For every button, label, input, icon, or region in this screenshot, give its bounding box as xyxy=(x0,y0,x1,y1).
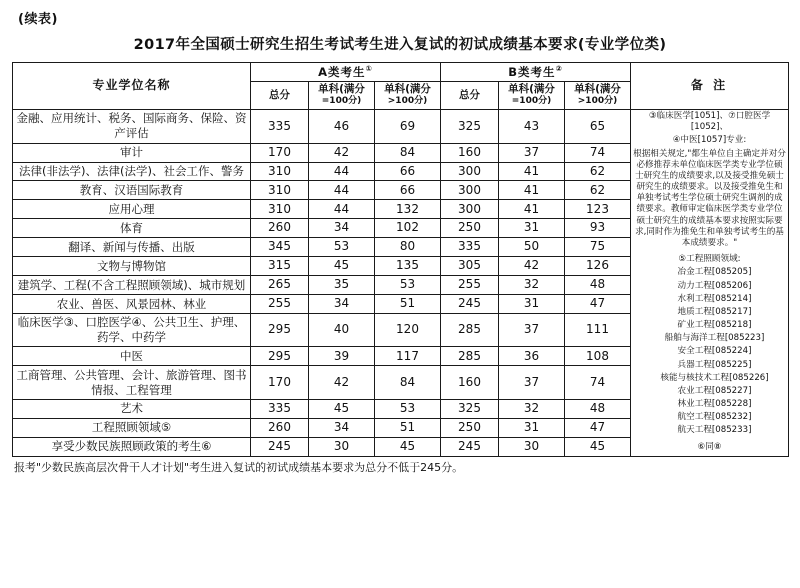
row-b-total: 305 xyxy=(441,257,499,276)
row-major-name: 应用心理 xyxy=(13,200,251,219)
header-a-single-gt100-small: >100分) xyxy=(387,96,428,107)
remark-field: 冶金工程[085205] xyxy=(677,267,752,278)
remark-field: 动力工程[085206] xyxy=(677,280,752,291)
row-a-le100: 30 xyxy=(309,437,375,456)
row-b-total: 285 xyxy=(441,347,499,366)
header-b-single-gt100-label: 单科(满分 xyxy=(574,82,621,95)
row-major-name: 享受少数民族照顾政策的考生⑥ xyxy=(13,437,251,456)
row-b-gt100: 108 xyxy=(565,347,631,366)
row-a-gt100: 84 xyxy=(375,366,441,399)
row-b-gt100: 47 xyxy=(565,418,631,437)
header-b-single-gt100 xyxy=(565,81,631,109)
header-b-single-le100-small: =100分) xyxy=(511,96,552,107)
remark-field: 船舶与海洋工程[085223] xyxy=(664,333,765,344)
row-a-total: 315 xyxy=(251,257,309,276)
row-b-total: 285 xyxy=(441,314,499,347)
row-a-total: 255 xyxy=(251,295,309,314)
row-major-name: 文物与博物馆 xyxy=(13,257,251,276)
row-a-total: 260 xyxy=(251,219,309,238)
row-a-le100: 39 xyxy=(309,347,375,366)
remark-field: 矿业工程[085218] xyxy=(677,320,752,331)
row-b-gt100: 62 xyxy=(565,181,631,200)
row-b-gt100: 65 xyxy=(565,110,631,143)
row-b-le100: 37 xyxy=(499,143,565,162)
row-a-gt100: 66 xyxy=(375,162,441,181)
row-a-gt100: 51 xyxy=(375,295,441,314)
row-a-gt100: 80 xyxy=(375,238,441,257)
row-b-gt100: 93 xyxy=(565,219,631,238)
row-a-total: 335 xyxy=(251,110,309,143)
table-header-row-1 xyxy=(13,63,789,82)
row-a-total: 310 xyxy=(251,162,309,181)
header-a-single-gt100 xyxy=(375,81,441,109)
row-b-le100: 42 xyxy=(499,257,565,276)
row-b-total: 245 xyxy=(441,295,499,314)
row-a-gt100: 51 xyxy=(375,418,441,437)
header-group-b-sup: ② xyxy=(555,64,563,73)
row-major-name: 教育、汉语国际教育 xyxy=(13,181,251,200)
header-b-single-gt100-small: >100分) xyxy=(577,96,618,107)
header-group-a-label: A类考生 xyxy=(318,64,366,79)
header-a-single-le100 xyxy=(309,81,375,109)
row-b-total: 245 xyxy=(441,437,499,456)
row-a-le100: 34 xyxy=(309,219,375,238)
row-major-name: 金融、应用统计、税务、国际商务、保险、资产评估 xyxy=(13,110,251,143)
remarks-cell xyxy=(631,110,789,457)
row-b-gt100: 75 xyxy=(565,238,631,257)
continued-label: (续表) xyxy=(18,12,58,27)
row-b-total: 325 xyxy=(441,399,499,418)
remark-field: 林业工程[085228] xyxy=(677,399,752,410)
row-major-name: 中医 xyxy=(13,347,251,366)
remark-field: 航天工程[085233] xyxy=(677,425,752,436)
remark-field: 地质工程[085217] xyxy=(677,306,752,317)
row-major-name: 审计 xyxy=(13,143,251,162)
row-a-gt100: 120 xyxy=(375,314,441,347)
remark-field: 农业工程[085227] xyxy=(677,385,752,396)
row-b-le100: 32 xyxy=(499,276,565,295)
remark-field: 水利工程[085214] xyxy=(677,293,752,304)
row-b-total: 300 xyxy=(441,200,499,219)
remark-field: 航空工程[085232] xyxy=(677,412,752,423)
header-group-b xyxy=(441,63,631,82)
row-a-total: 295 xyxy=(251,314,309,347)
row-major-name: 临床医学③、口腔医学④、公共卫生、护理、药学、中药学 xyxy=(13,314,251,347)
remark-field: 兵器工程[085225] xyxy=(677,359,752,370)
page-title: 2017年全国硕士研究生招生考试考生进入复试的初试成绩基本要求(专业学位类) xyxy=(133,37,667,53)
row-b-total: 160 xyxy=(441,143,499,162)
header-group-b-label: B类考生 xyxy=(508,64,556,79)
row-b-total: 325 xyxy=(441,110,499,143)
remark-last: ⑥同⑧ xyxy=(697,441,722,452)
row-a-gt100: 84 xyxy=(375,143,441,162)
row-b-gt100: 126 xyxy=(565,257,631,276)
row-a-total: 170 xyxy=(251,143,309,162)
row-b-le100: 31 xyxy=(499,219,565,238)
row-b-total: 300 xyxy=(441,181,499,200)
row-b-total: 160 xyxy=(441,366,499,399)
header-a-single-gt100-label: 单科(满分 xyxy=(384,82,431,95)
row-a-gt100: 45 xyxy=(375,437,441,456)
row-b-le100: 32 xyxy=(499,399,565,418)
row-a-gt100: 135 xyxy=(375,257,441,276)
header-a-single-le100-small: =100分) xyxy=(321,96,362,107)
row-b-le100: 43 xyxy=(499,110,565,143)
row-a-total: 335 xyxy=(251,399,309,418)
header-b-single-le100 xyxy=(499,81,565,109)
row-b-le100: 41 xyxy=(499,200,565,219)
row-major-name: 艺术 xyxy=(13,399,251,418)
remark-line-1: ③临床医学[1051]、⑦口腔医学[1052]、 xyxy=(648,111,771,133)
header-remarks: 备 注 xyxy=(631,63,789,110)
row-b-total: 250 xyxy=(441,418,499,437)
row-a-le100: 45 xyxy=(309,257,375,276)
table-row xyxy=(13,110,789,143)
row-b-total: 255 xyxy=(441,276,499,295)
row-a-le100: 40 xyxy=(309,314,375,347)
row-b-le100: 36 xyxy=(499,347,565,366)
row-a-le100: 42 xyxy=(309,143,375,162)
row-b-le100: 31 xyxy=(499,295,565,314)
row-a-le100: 44 xyxy=(309,162,375,181)
row-b-gt100: 111 xyxy=(565,314,631,347)
row-b-le100: 37 xyxy=(499,314,565,347)
header-major-name: 专业学位名称 xyxy=(13,63,251,110)
table-footnote: 报考"少数民族高层次骨干人才计划"考生进入复试的初试成绩基本要求为总分不低于245分。 xyxy=(14,460,464,474)
row-major-name: 法律(非法学)、法律(法学)、社会工作、警务 xyxy=(13,162,251,181)
row-a-total: 265 xyxy=(251,276,309,295)
row-a-total: 295 xyxy=(251,347,309,366)
row-a-total: 310 xyxy=(251,200,309,219)
row-b-le100: 30 xyxy=(499,437,565,456)
row-major-name: 工程照顾领域⑤ xyxy=(13,418,251,437)
row-a-total: 310 xyxy=(251,181,309,200)
row-a-total: 170 xyxy=(251,366,309,399)
row-a-gt100: 53 xyxy=(375,276,441,295)
remark-line-2: ④中医[1057]专业: xyxy=(672,135,747,146)
remark-field: 安全工程[085224] xyxy=(677,346,752,357)
row-a-le100: 45 xyxy=(309,399,375,418)
row-a-total: 245 xyxy=(251,437,309,456)
row-a-total: 260 xyxy=(251,418,309,437)
row-b-gt100: 74 xyxy=(565,143,631,162)
row-a-le100: 44 xyxy=(309,200,375,219)
row-a-gt100: 66 xyxy=(375,181,441,200)
remark-field: 核能与核技术工程[085226] xyxy=(660,372,769,383)
row-a-le100: 53 xyxy=(309,238,375,257)
row-b-le100: 50 xyxy=(499,238,565,257)
row-a-le100: 46 xyxy=(309,110,375,143)
header-a-single-le100-label: 单科(满分 xyxy=(318,82,365,95)
row-b-gt100: 47 xyxy=(565,295,631,314)
row-b-total: 300 xyxy=(441,162,499,181)
row-a-gt100: 53 xyxy=(375,399,441,418)
remark-block-title: ⑤工程照顾领域: xyxy=(678,254,741,265)
row-a-total: 345 xyxy=(251,238,309,257)
row-b-gt100: 48 xyxy=(565,276,631,295)
row-b-gt100: 48 xyxy=(565,399,631,418)
row-b-total: 335 xyxy=(441,238,499,257)
row-a-le100: 44 xyxy=(309,181,375,200)
row-a-gt100: 117 xyxy=(375,347,441,366)
row-a-le100: 42 xyxy=(309,366,375,399)
row-a-le100: 35 xyxy=(309,276,375,295)
score-requirements-table xyxy=(12,62,789,457)
header-group-a xyxy=(251,63,441,82)
header-b-total: 总分 xyxy=(441,81,499,109)
row-b-le100: 31 xyxy=(499,418,565,437)
row-b-le100: 37 xyxy=(499,366,565,399)
row-b-le100: 41 xyxy=(499,181,565,200)
row-a-le100: 34 xyxy=(309,418,375,437)
row-b-gt100: 123 xyxy=(565,200,631,219)
row-a-gt100: 102 xyxy=(375,219,441,238)
header-a-total: 总分 xyxy=(251,81,309,109)
header-b-single-le100-label: 单科(满分 xyxy=(508,82,555,95)
row-a-le100: 34 xyxy=(309,295,375,314)
row-a-gt100: 69 xyxy=(375,110,441,143)
row-b-le100: 41 xyxy=(499,162,565,181)
row-b-total: 250 xyxy=(441,219,499,238)
row-major-name: 农业、兽医、风景园林、林业 xyxy=(13,295,251,314)
row-major-name: 翻译、新闻与传播、出版 xyxy=(13,238,251,257)
row-major-name: 建筑学、工程(不含工程照顾领域)、城市规划 xyxy=(13,276,251,295)
row-b-gt100: 45 xyxy=(565,437,631,456)
row-b-gt100: 74 xyxy=(565,366,631,399)
row-major-name: 体育 xyxy=(13,219,251,238)
row-major-name: 工商管理、公共管理、会计、旅游管理、图书情报、工程管理 xyxy=(13,366,251,399)
header-group-a-sup: ① xyxy=(365,64,373,73)
remark-line-3: 根据相关规定,"都生单位自主确定并对分必修推荐未单位临床医学类专业学位硕士研究生的成绩要求,以及接受推免硕士研究生的成绩要求。以及接受推免生和单独考试考生学位硕士研究生调剂的成绩要求。教师审定临床医学类专业学位硕士研究生的成绩基本要求按照实际要求,同时作为推免生和单独考试考生的基本成绩要求。" xyxy=(633,148,786,248)
row-b-gt100: 62 xyxy=(565,162,631,181)
row-a-gt100: 132 xyxy=(375,200,441,219)
